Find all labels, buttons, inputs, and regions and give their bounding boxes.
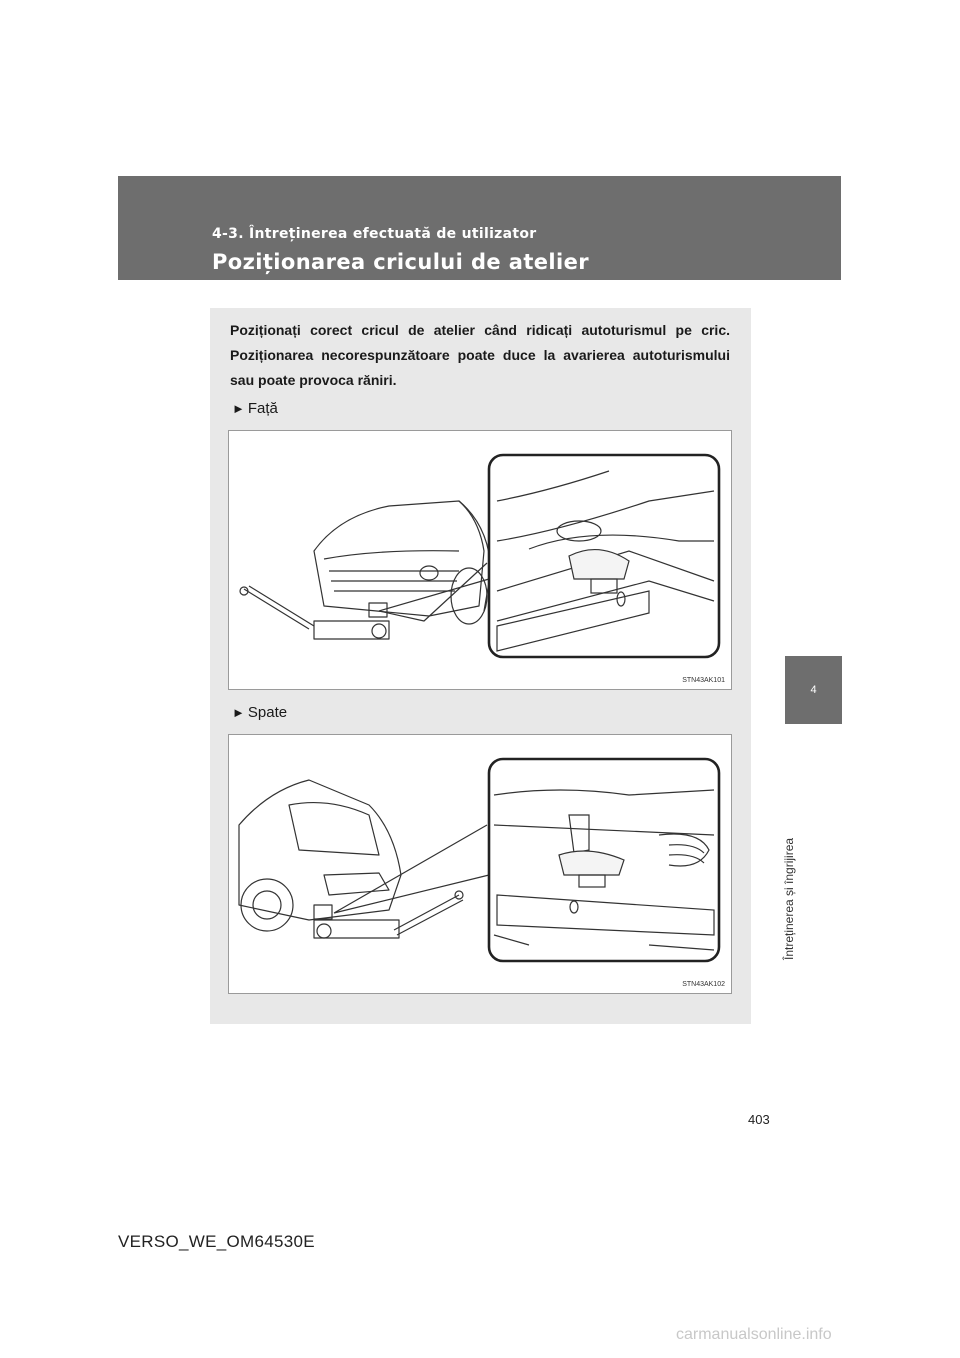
rear-jack-illustration: [229, 735, 732, 994]
subheading-front: [232, 400, 278, 417]
chapter-tab[interactable]: [785, 656, 842, 724]
intro-paragraph: Poziționați corect cricul de atelier când ridicați autoturismul pe cric. Poziționarea necorespunzătoare poate duce la avarierea autoturismului sau poate provoca răniri.: [230, 322, 730, 388]
figure-front-jack: [228, 430, 732, 690]
chapter-label: Întreținerea și îngrijirea: [782, 837, 796, 960]
subheading-rear: [232, 704, 287, 721]
watermark: carmanualsonline.info: [676, 1326, 832, 1343]
triangle-bullet-icon: ►: [232, 705, 245, 720]
page-title: Poziționarea cricului de atelier: [212, 250, 589, 274]
chapter-number: 4: [810, 684, 817, 696]
triangle-bullet-icon: ►: [232, 401, 245, 416]
page-number: 403: [748, 1112, 770, 1127]
figure-front-code: STN43AK101: [682, 677, 725, 684]
subheading-front-label: Față: [247, 400, 278, 417]
section-label: 4-3. Întreținerea efectuată de utilizator: [212, 226, 537, 242]
figure-rear-code: STN43AK102: [682, 981, 725, 988]
figure-rear-jack: [228, 734, 732, 994]
front-jack-illustration: [229, 431, 732, 690]
subheading-rear-label: Spate: [247, 704, 288, 721]
document-code: VERSO_WE_OM64530E: [118, 1232, 315, 1251]
